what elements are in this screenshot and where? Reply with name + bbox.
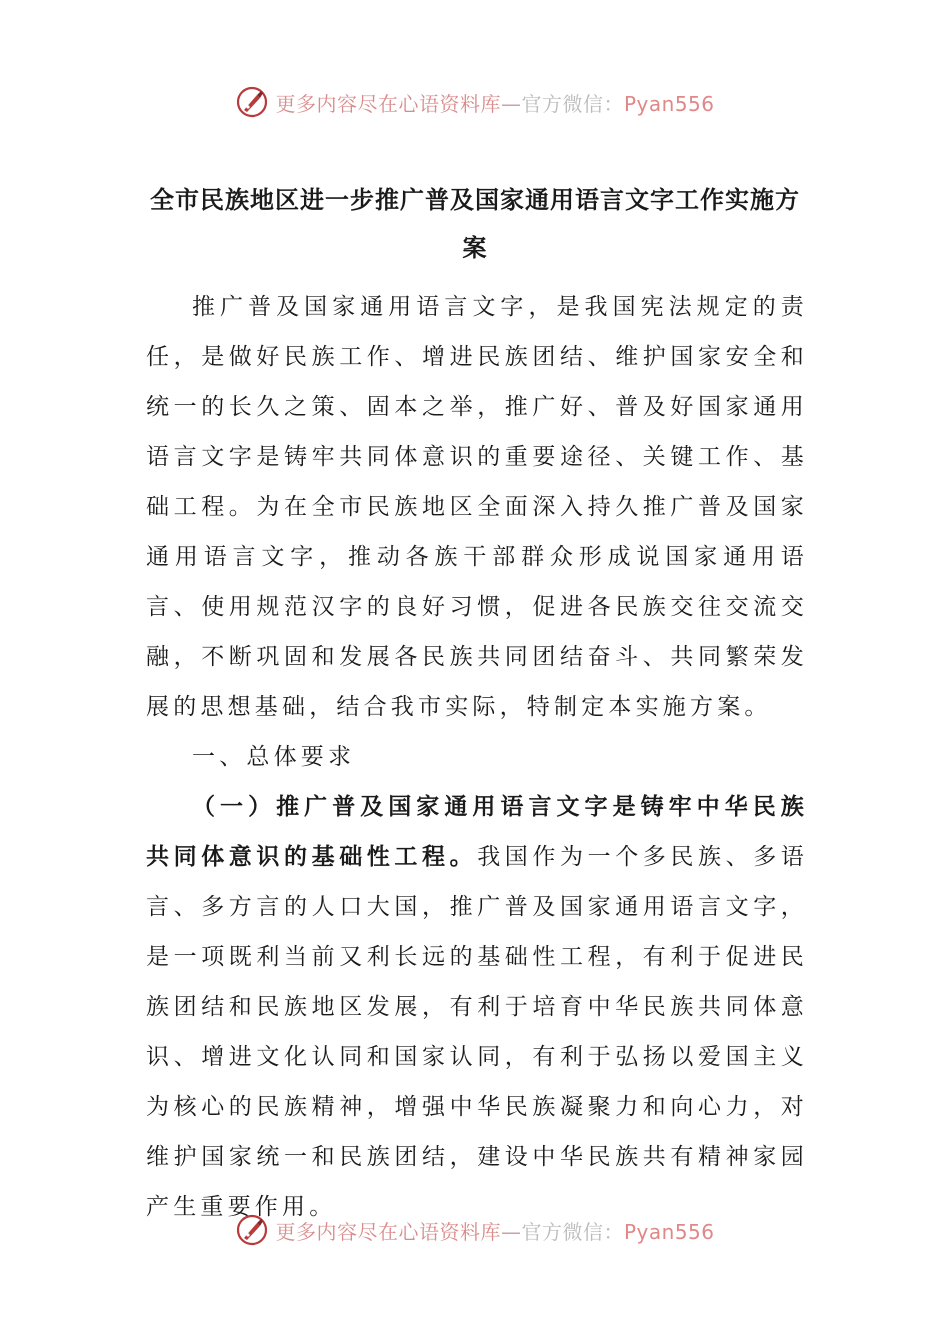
subsection-text: 我国作为一个多民族、多语言、多方言的人口大国，推广普及国家通用语言文字，是一项既利当前又利长远的基础性工程，有利于促进民族团结和民族地区发展，有利于培育中华民族共同体意识、增进文化认同和国家认同，有利于弘扬以爱国主义为核心的民族精神，增强中华民族凝聚力和向心力，对维护国家统一和民族团结，建设中华民族共有精神家园产生重要作用。 xyxy=(146,844,808,1220)
intro-paragraph: 推广普及国家通用语言文字，是我国宪法规定的责任，是做好民族工作、增进民族团结、维护国家安全和统一的长久之策、固本之举，推广好、普及好国家通用语言文字是铸牢共同体意识的重要途径、关键工作、基础工程。为在全市民族地区全面深入持久推广普及国家通用语言文字，推动各族干部群众形成说国家通用语言、使用规范汉字的良好习惯，促进各民族交往交流交融，不断巩固和发展各民族共同团结奋斗、共同繁荣发展的思想基础，结合我市实际，特制定本实施方案。 xyxy=(146,294,808,720)
banner-slogan: 更多内容尽在心语资料库 xyxy=(275,1219,501,1244)
section-heading: 一、总体要求 xyxy=(192,744,356,770)
subsection-paragraph xyxy=(146,782,808,1232)
banner-wechat-id: Pyan556 xyxy=(623,91,715,116)
banner-slogan: 更多内容尽在心语资料库 xyxy=(275,91,501,116)
subsection-bold-lead: （一）推广普及国家通用语言文字是铸牢中华民族共同体意识的基础性工程。 xyxy=(146,794,808,870)
document-title: 全市民族地区进一步推广普及国家通用语言文字工作实施方案 xyxy=(150,186,800,262)
document-body xyxy=(146,282,808,1232)
banner-text xyxy=(275,88,714,117)
header-banner xyxy=(0,80,950,124)
banner-wechat-label: 官方微信： xyxy=(521,91,624,116)
pen-nib-logo-icon xyxy=(235,1213,269,1247)
banner-dash: — xyxy=(500,91,522,116)
banner-dash: — xyxy=(500,1219,522,1244)
banner-wechat-id: Pyan556 xyxy=(623,1219,715,1244)
pen-nib-logo-icon xyxy=(235,85,269,119)
banner-wechat-label: 官方微信： xyxy=(521,1219,624,1244)
footer-banner xyxy=(0,1208,950,1252)
banner-text xyxy=(275,1216,714,1245)
